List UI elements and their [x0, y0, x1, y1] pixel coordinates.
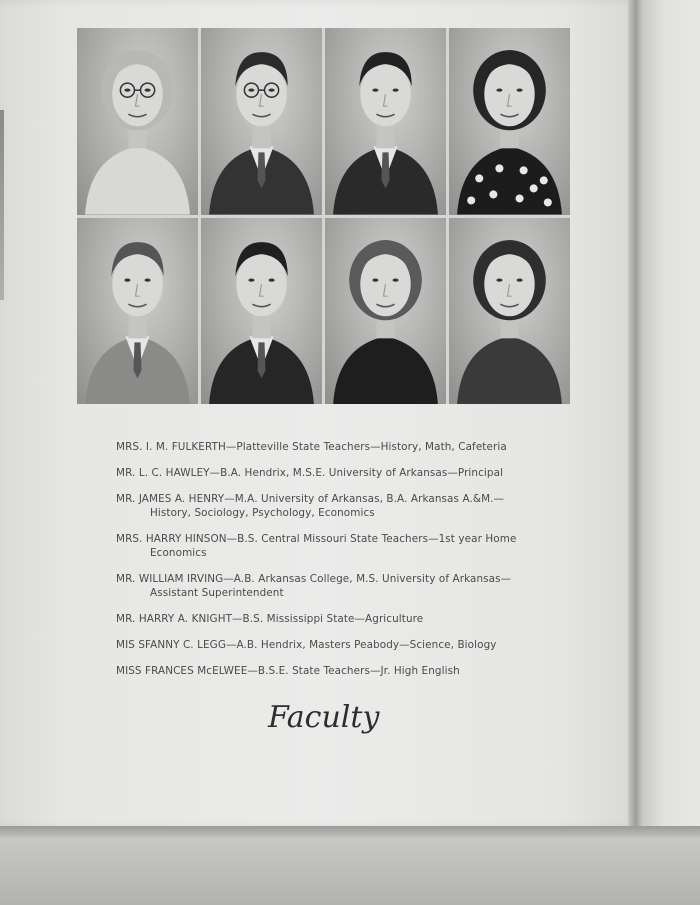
faculty-entry-line: MR. JAMES A. HENRY—M.A. University of Arkansas, B.A. Arkansas A.&M.—	[116, 493, 505, 505]
faculty-entry	[116, 492, 576, 520]
background-surface	[0, 838, 700, 905]
book-spine	[628, 0, 642, 830]
faculty-entry	[116, 638, 576, 652]
faculty-entry-continuation: Economics	[150, 547, 207, 559]
book-bottom-edge	[0, 826, 700, 838]
faculty-entry	[116, 532, 576, 560]
faculty-entry-line: MIS SFANNY C. LEGG—A.B. Hendrix, Masters Peabody—Science, Biology	[116, 639, 497, 651]
faculty-entry	[116, 440, 576, 454]
portrait-8	[449, 218, 570, 405]
faculty-entry	[116, 466, 576, 480]
faculty-entry-line: MR. HARRY A. KNIGHT—B.S. Mississippi State—Agriculture	[116, 613, 424, 625]
adjacent-page	[642, 0, 700, 828]
faculty-entry	[116, 572, 576, 600]
faculty-entry-line: MISS FRANCES McELWEE—B.S.E. State Teachers—Jr. High English	[116, 665, 460, 677]
faculty-entry-line: MRS. I. M. FULKERTH—Platteville State Teachers—History, Math, Cafeteria	[116, 441, 507, 453]
portrait-6	[201, 218, 322, 405]
portrait-1	[77, 28, 198, 215]
faculty-entry-continuation: History, Sociology, Psychology, Economics	[150, 507, 375, 519]
faculty-entry	[116, 612, 576, 626]
portrait-2	[201, 28, 322, 215]
faculty-entry-continuation: Assistant Superintendent	[150, 587, 284, 599]
faculty-list	[116, 440, 576, 690]
portrait-4	[449, 28, 570, 215]
faculty-entry	[116, 664, 576, 678]
faculty-entry-line: MRS. HARRY HINSON—B.S. Central Missouri State Teachers—1st year Home	[116, 533, 517, 545]
faculty-entry-line: MR. WILLIAM IRVING—A.B. Arkansas College, M.S. University of Arkansas—	[116, 573, 512, 585]
portrait-7	[325, 218, 446, 405]
portrait-3	[325, 28, 446, 215]
page-edge-shadow	[0, 110, 4, 300]
faculty-photo-grid	[77, 28, 570, 404]
faculty-entry-line: MR. L. C. HAWLEY—B.A. Hendrix, M.S.E. University of Arkansas—Principal	[116, 467, 504, 479]
portrait-5	[77, 218, 198, 405]
page-title: Faculty	[268, 700, 380, 735]
